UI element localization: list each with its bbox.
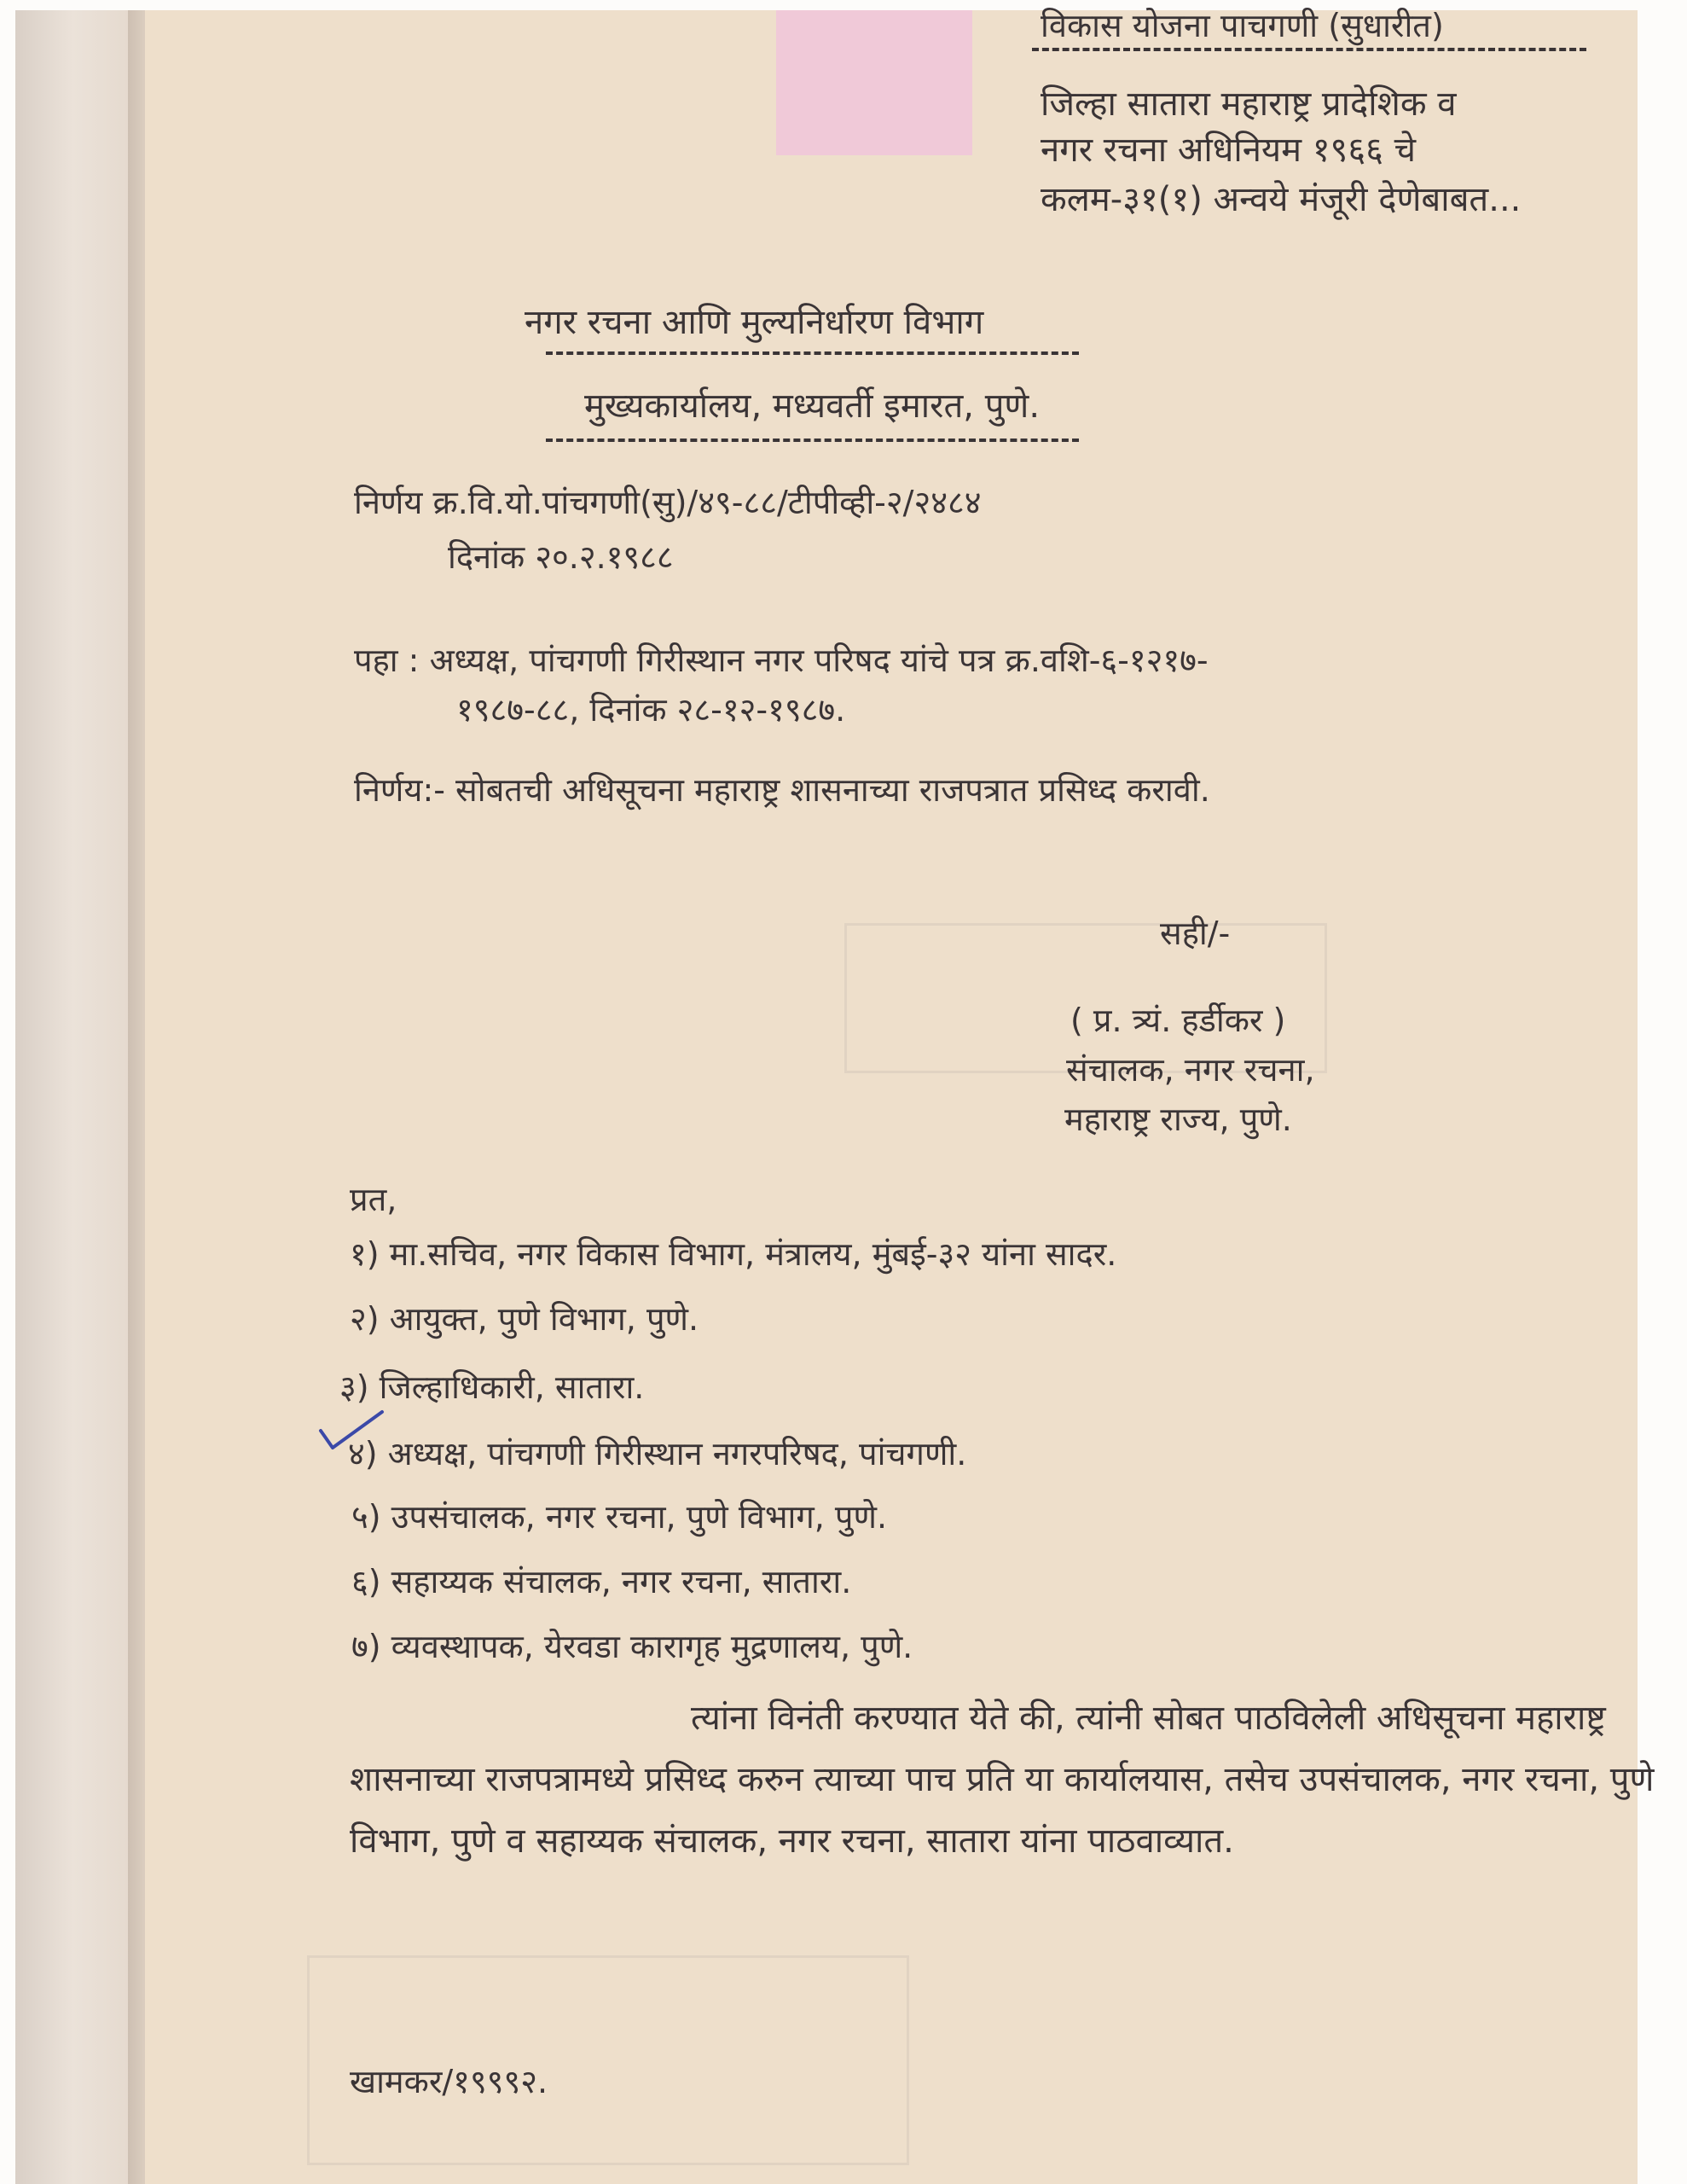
office-underline xyxy=(546,439,1079,442)
copy-to-item: २) आयुक्त, पुणे विभाग, पुणे. xyxy=(350,1300,699,1338)
reference-line-1: पहा : अध्यक्ष, पांचगणी गिरीस्थान नगर परिषद यांचे पत्र क्र.वशि-६-१२१७- xyxy=(354,642,1209,679)
subject-line-2: नगर रचना अधिनियम १९६६ चे xyxy=(1041,131,1417,170)
blue-tick-mark xyxy=(314,1405,391,1456)
decision-text: निर्णय:- सोबतची अधिसूचना महाराष्ट्र शासनाच्या राजपत्रात प्रसिध्द करावी. xyxy=(354,771,1210,809)
office-heading: मुख्यकार्यालय, मध्यवर्ती इमारत, पुणे. xyxy=(584,386,1041,426)
copy-to-item: ५) उपसंचालक, नगर रचना, पुणे विभाग, पुणे. xyxy=(351,1498,888,1536)
copy-to-item: ७) व्यवस्थापक, येरवडा कारागृह मुद्रणालय, पुणे. xyxy=(351,1628,913,1665)
document-paper xyxy=(145,7,1655,2184)
department-underline xyxy=(546,351,1079,355)
copy-to-item: १) मा.सचिव, नगर विकास विभाग, मंत्रालय, मुंबई-३२ यांना सादर. xyxy=(350,1235,1117,1273)
faded-stamp xyxy=(307,1955,909,2165)
subject-underline xyxy=(1032,48,1586,51)
order-number: निर्णय क्र.वि.यो.पांचगणी(सु)/४९-८८/टीपीव्ही-२/२४८४ xyxy=(354,484,982,521)
left-page-edge xyxy=(15,10,143,2184)
copy-to-item: ४) अध्यक्ष, पांचगणी गिरीस्थान नगरपरिषद, पांचगणी. xyxy=(348,1435,967,1472)
copy-to-item: ३) जिल्हाधिकारी, सातारा. xyxy=(339,1368,645,1406)
pink-sticky-tab xyxy=(776,10,972,155)
signatory-title-1: संचालक, नगर रचना, xyxy=(1066,1051,1315,1089)
copy-to-label: प्रत, xyxy=(350,1181,397,1218)
signatory-title-2: महाराष्ट्र राज्य, पुणे. xyxy=(1064,1101,1292,1138)
copy-to-item: ६) सहाय्यक संचालक, नगर रचना, सातारा. xyxy=(351,1563,852,1600)
subject-line-1: जिल्हा सातारा महाराष्ट्र प्रादेशिक व xyxy=(1041,84,1457,124)
signatory-name: ( प्र. त्र्यं. हर्डीकर ) xyxy=(1070,1002,1286,1039)
request-paragraph: त्यांना विनंती करण्यात येते की, त्यांनी सोबत पाठविलेली अधिसूचना महाराष्ट्र शासनाच्या राजपत्रामध्ये प्रसिध्द करुन त्याच्या पाच प्रति या कार्यालयास, तसेच उपसंचालक, नगर रचना, पुणे विभाग, पुणे व सहाय्यक संचालक, नगर रचना, सातारा यांना पाठवाव्यात. xyxy=(350,1699,1655,1861)
reference-line-2: १९८७-८८, दिनांक २८-१२-१९८७. xyxy=(456,691,846,729)
signature-mark: सही/- xyxy=(1160,915,1231,952)
file-reference-code: खामकर/१९९९२. xyxy=(350,2063,548,2100)
order-date: दिनांक २०.२.१९८८ xyxy=(448,538,674,576)
subject-label: विकास योजना पाचगणी (सुधारीत) xyxy=(1041,7,1444,44)
subject-line-3: कलम-३१(१) अन्वये मंजूरी देणेबाबत... xyxy=(1041,180,1522,219)
department-heading: नगर रचना आणि मुल्यनिर्धारण विभाग xyxy=(525,303,984,342)
